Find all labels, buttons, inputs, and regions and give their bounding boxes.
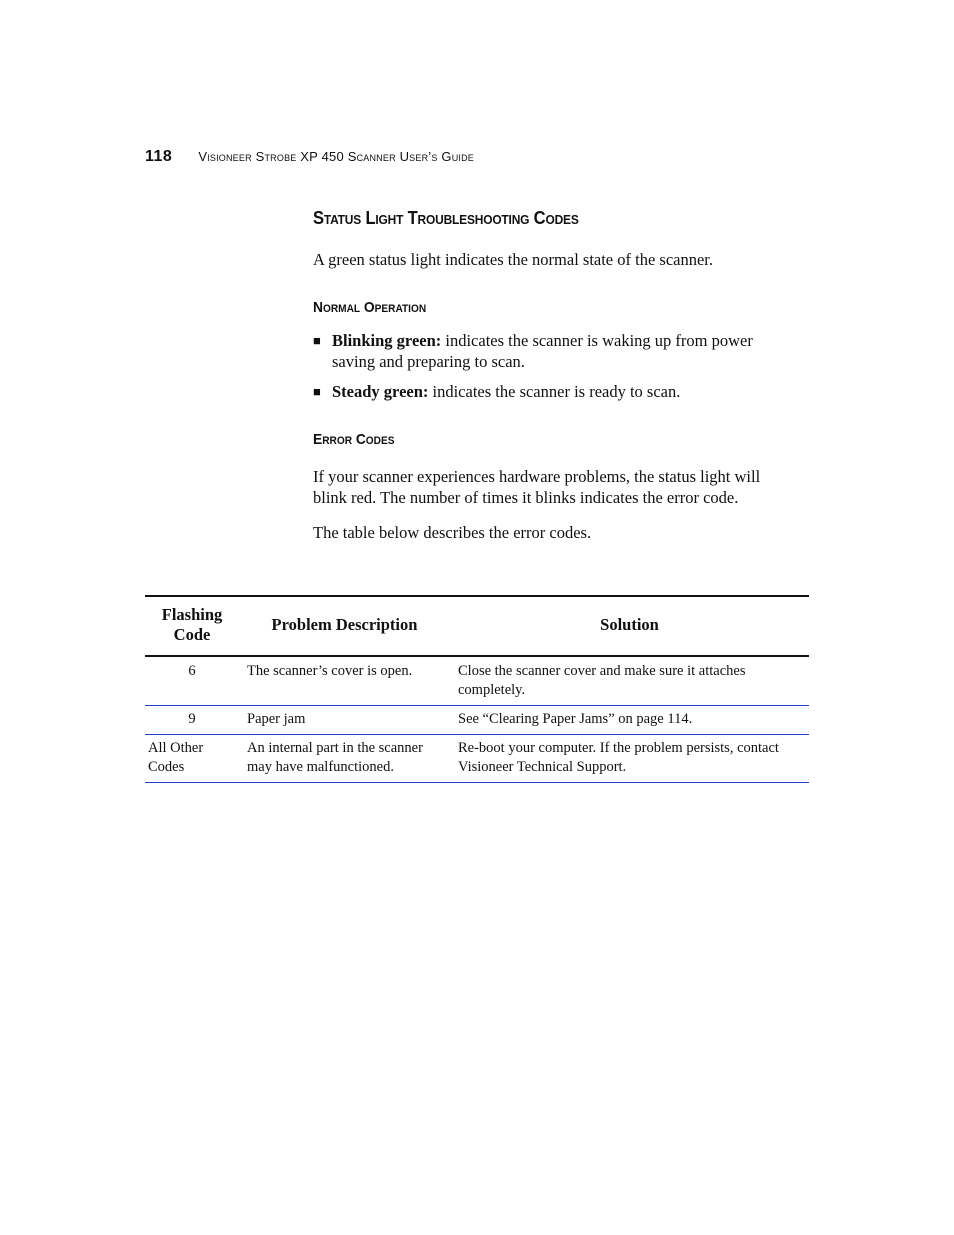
- cell-code: 9: [145, 706, 239, 735]
- bullet-term: Steady green:: [332, 382, 429, 401]
- error-codes-heading: Error Codes: [313, 431, 395, 448]
- bullet-square-icon: ■: [313, 384, 321, 399]
- cell-solution: See “Clearing Paper Jams” on page 114.: [450, 706, 809, 735]
- bullet-square-icon: ■: [313, 333, 321, 348]
- table-intro-paragraph: The table below describes the error codes.: [313, 523, 592, 542]
- bullet-term: Blinking green:: [332, 331, 442, 350]
- bullet-text: [332, 330, 783, 372]
- table-row: [145, 706, 809, 735]
- bullet-blinking-green: [313, 330, 783, 372]
- cell-description: Paper jam: [239, 706, 450, 735]
- bullet-steady-green: [313, 381, 783, 402]
- section-title: Status Light Troubleshooting Codes: [313, 208, 579, 228]
- header-solution: Solution: [450, 596, 809, 656]
- cell-solution: Re-boot your computer. If the problem persists, contact Visioneer Technical Support.: [450, 735, 809, 783]
- cell-solution: Close the scanner cover and make sure it attaches completely.: [450, 656, 809, 706]
- table-header-row: [145, 596, 809, 656]
- table-row: [145, 656, 809, 706]
- cell-description: The scanner’s cover is open.: [239, 656, 450, 706]
- header-flashing-code: Flashing Code: [145, 596, 239, 656]
- bullet-text: [332, 381, 783, 402]
- bullet-description: indicates the scanner is waking up from power saving and preparing to scan.: [332, 331, 753, 371]
- bullet-description: indicates the scanner is ready to scan.: [428, 382, 681, 401]
- section-intro: A green status light indicates the normal state of the scanner.: [313, 250, 714, 269]
- table-row: [145, 735, 809, 783]
- book-title: Visioneer Strobe XP 450 Scanner User’s Guide: [198, 149, 475, 164]
- page-number: 118: [145, 148, 173, 165]
- running-header: [145, 146, 474, 168]
- error-codes-paragraph: If your scanner experiences hardware problems, the status light will blink red. The number of times it blinks indicates the error code.: [313, 467, 761, 507]
- cell-code: 6: [145, 656, 239, 706]
- header-problem-description: Problem Description: [239, 596, 450, 656]
- cell-code: All Other Codes: [145, 735, 239, 783]
- normal-operation-heading: Normal Operation: [313, 299, 427, 316]
- cell-description: An internal part in the scanner may have malfunctioned.: [239, 735, 450, 783]
- error-codes-table: [145, 595, 809, 783]
